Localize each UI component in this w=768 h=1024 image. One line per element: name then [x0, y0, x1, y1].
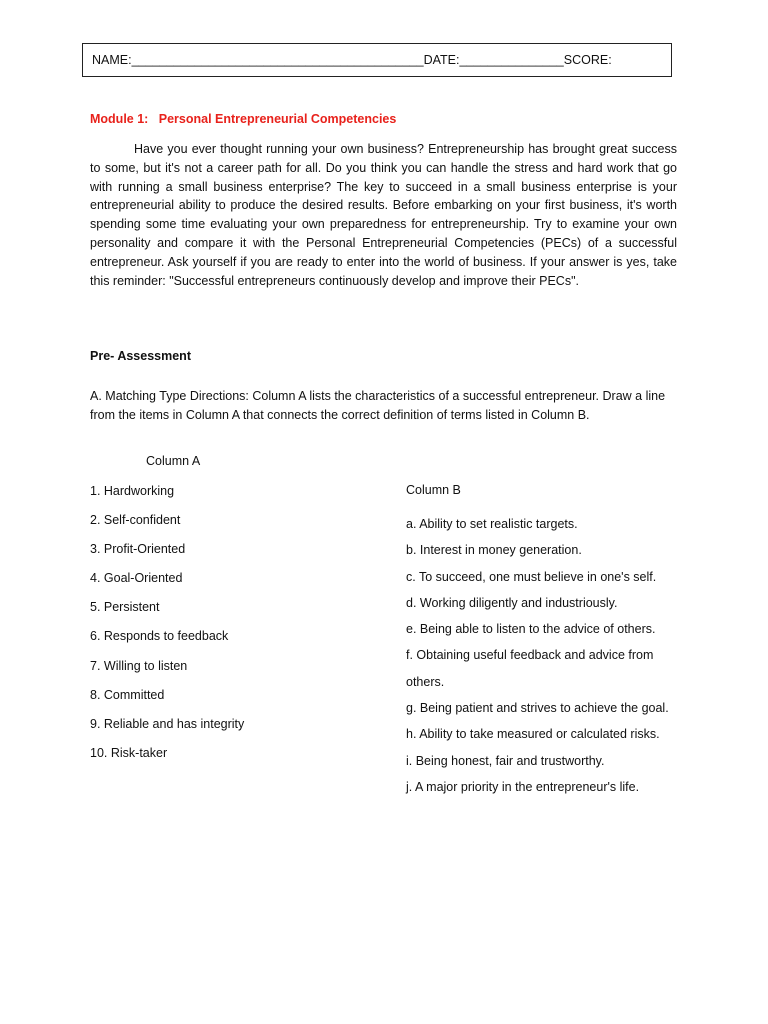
- name-blank[interactable]: __________________________________________: [131, 53, 424, 67]
- column-a-item: 7. Willing to listen: [90, 658, 188, 673]
- column-b-item: a. Ability to set realistic targets.: [406, 517, 578, 531]
- column-a-heading: Column A: [146, 454, 201, 468]
- column-a-list: [90, 483, 244, 774]
- column-a-item: 8. Committed: [90, 687, 165, 702]
- column-a-item: 3. Profit-Oriented: [90, 542, 186, 557]
- column-b-item: j. A major priority in the entrepreneur's life.: [406, 779, 640, 794]
- date-blank[interactable]: _______________: [459, 53, 564, 67]
- column-b-item: h. Ability to take measured or calculated risks.: [406, 727, 660, 742]
- column-b-item: e. Being able to listen to the advice of others.: [406, 622, 656, 637]
- name-label: NAME:: [92, 53, 132, 67]
- column-b-heading: Column B: [406, 483, 461, 497]
- intro-paragraph: [90, 140, 677, 290]
- student-info-box: [82, 43, 672, 77]
- matching-directions: A. Matching Type Directions: Column A lists the characteristics of a successful entrepreneur. Draw a line from the items in Column A that connects the correct definition of terms listed in Column B.: [90, 389, 666, 422]
- column-a-item: 4. Goal-Oriented: [90, 571, 183, 586]
- column-a-item: 1. Hardworking: [90, 484, 175, 498]
- intro-text: Have you ever thought running your own business? Entrepreneurship has brought great success to some, but it's not a career path for all. Do you think you can handle the stress and hard work that go with running a small business enterprise? The key to succeed in a small business enterprise is your entrepreneurial ability to produce the desired results. Before embarking on your first business, it's worth spending some time evaluating your own preparedness for entrepreneurship. Try to examine your own personality and compare it with the Personal Entrepreneurial Competencies (PECs) of a successful entrepreneur. Ask yourself if you are ready to enter into the world of business. If your answer is yes, take this reminder: "Successful entrepreneurs continuously develop and improve their PECs".: [90, 142, 677, 288]
- column-b-list: [406, 511, 676, 800]
- column-a-item: 5. Persistent: [90, 600, 160, 615]
- column-a-item: 2. Self-confident: [90, 513, 181, 528]
- column-b-item: d. Working diligently and industriously.: [406, 595, 618, 610]
- score-label: SCORE:: [563, 53, 612, 67]
- column-a-item: 6. Responds to feedback: [90, 629, 229, 644]
- column-b-item: g. Being patient and strives to achieve the goal.: [406, 701, 669, 716]
- column-b-item: b. Interest in money generation.: [406, 543, 582, 558]
- date-label: DATE:: [423, 53, 460, 67]
- pre-assessment-title: Pre- Assessment: [90, 349, 191, 363]
- column-b-item: f. Obtaining useful feedback and advice from others.: [406, 648, 654, 689]
- column-a-item: 10. Risk-taker: [90, 745, 168, 760]
- column-b-item: c. To succeed, one must believe in one's self.: [406, 569, 657, 584]
- module-title: Module 1: Personal Entrepreneurial Competencies: [90, 112, 397, 126]
- column-b-item: i. Being honest, fair and trustworthy.: [406, 753, 605, 768]
- column-a-item: 9. Reliable and has integrity: [90, 716, 245, 731]
